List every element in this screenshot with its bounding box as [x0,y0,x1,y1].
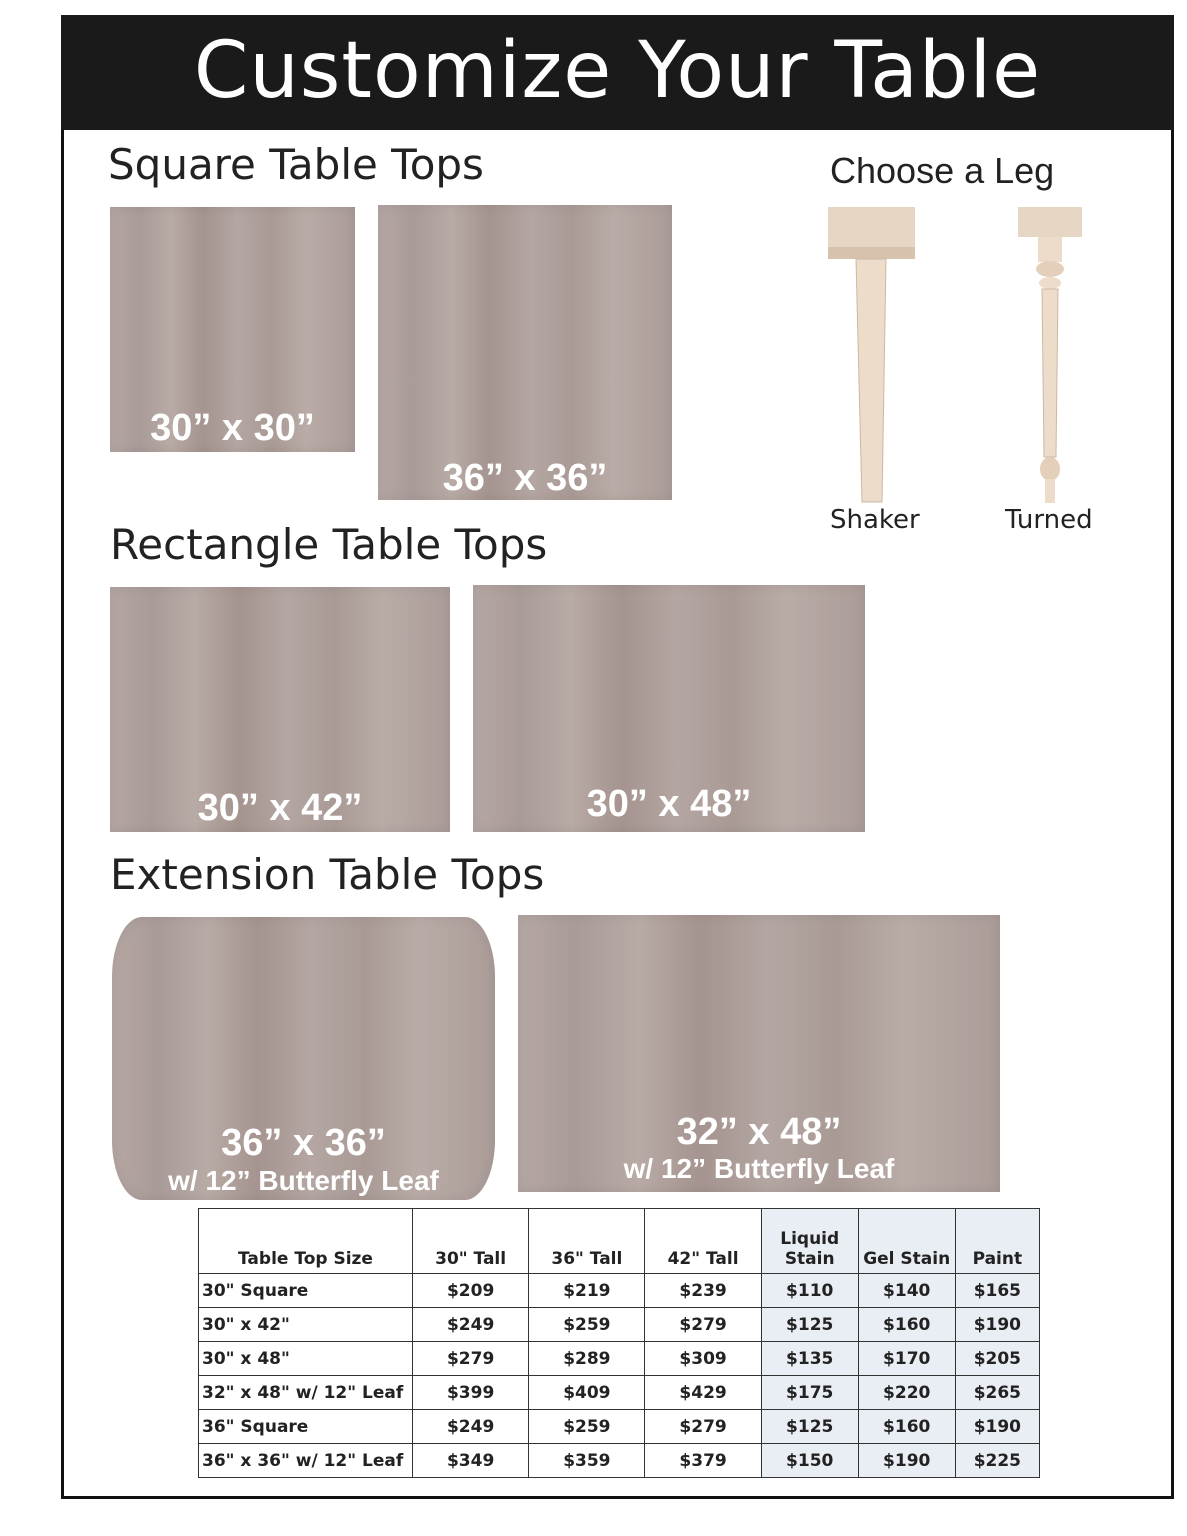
size-cell: 30" Square [199,1274,413,1308]
extension-heading: Extension Table Tops [110,850,545,899]
price-cell: $125 [761,1410,858,1444]
size-label: 30” x 48” [586,783,752,825]
column-header: 30" Tall [413,1209,529,1274]
price-cell: $110 [761,1274,858,1308]
price-cell: $165 [955,1274,1039,1308]
table-row [199,1308,1040,1342]
price-cell: $140 [858,1274,955,1308]
price-cell: $160 [858,1410,955,1444]
price-cell: $309 [645,1342,761,1376]
table-row [199,1342,1040,1376]
price-cell: $349 [413,1444,529,1478]
square-heading: Square Table Tops [108,140,484,189]
table-row [199,1410,1040,1444]
price-cell: $150 [761,1444,858,1478]
price-cell: $379 [645,1444,761,1478]
price-cell: $225 [955,1444,1039,1478]
column-header: Paint [955,1209,1039,1274]
price-cell: $249 [413,1410,529,1444]
size-label: 36” x 36” [221,1122,386,1164]
size-cell: 32" x 48" w/ 12" Leaf [199,1376,413,1410]
table-row [199,1274,1040,1308]
table-row [199,1444,1040,1478]
price-cell: $125 [761,1308,858,1342]
price-cell: $170 [858,1342,955,1376]
square-top-36x36[interactable] [378,205,672,500]
price-cell: $249 [413,1308,529,1342]
leaf-note: w/ 12” Butterfly Leaf [168,1165,439,1196]
leaf-note: w/ 12” Butterfly Leaf [623,1153,895,1184]
page-title: Customize Your Table [61,15,1174,130]
rectangle-heading: Rectangle Table Tops [110,520,548,569]
leg-label-turned: Turned [1005,505,1093,535]
rect-top-30x42[interactable] [110,587,450,832]
price-cell: $279 [645,1308,761,1342]
price-cell: $135 [761,1342,858,1376]
price-cell: $279 [413,1342,529,1376]
size-cell: 30" x 42" [199,1308,413,1342]
rect-top-30x48[interactable] [473,585,865,832]
price-cell: $209 [413,1274,529,1308]
price-cell: $190 [858,1444,955,1478]
legs-heading: Choose a Leg [830,150,1055,191]
price-cell: $399 [413,1376,529,1410]
price-cell: $289 [529,1342,645,1376]
price-cell: $175 [761,1376,858,1410]
price-table [198,1208,1040,1478]
turned-leg-icon[interactable] [1018,207,1084,507]
size-label: 32” x 48” [676,1111,842,1153]
column-header: Liquid Stain [761,1209,858,1274]
price-cell: $239 [645,1274,761,1308]
column-header: Table Top Size [199,1209,413,1274]
column-header: 42" Tall [645,1209,761,1274]
shaker-leg-icon[interactable] [828,207,918,507]
size-cell: 36" x 36" w/ 12" Leaf [199,1444,413,1478]
price-cell: $205 [955,1342,1039,1376]
price-cell: $265 [955,1376,1039,1410]
price-cell: $190 [955,1308,1039,1342]
size-cell: 30" x 48" [199,1342,413,1376]
column-header: 36" Tall [529,1209,645,1274]
price-cell: $429 [645,1376,761,1410]
price-cell: $279 [645,1410,761,1444]
price-cell: $359 [529,1444,645,1478]
size-cell: 36" Square [199,1410,413,1444]
square-top-30x30[interactable] [110,207,355,452]
ext-top-32x48[interactable] [518,915,1000,1192]
price-cell: $409 [529,1376,645,1410]
table-row [199,1376,1040,1410]
ext-top-36x36[interactable] [112,917,495,1200]
price-cell: $219 [529,1274,645,1308]
price-cell: $259 [529,1410,645,1444]
size-label: 30” x 42” [197,787,363,829]
column-header: Gel Stain [858,1209,955,1274]
price-cell: $190 [955,1410,1039,1444]
price-cell: $259 [529,1308,645,1342]
price-cell: $160 [858,1308,955,1342]
price-cell: $220 [858,1376,955,1410]
table-header-row [199,1209,1040,1274]
leg-label-shaker: Shaker [830,505,920,535]
size-label: 36” x 36” [442,457,608,499]
size-label: 30” x 30” [150,407,315,449]
